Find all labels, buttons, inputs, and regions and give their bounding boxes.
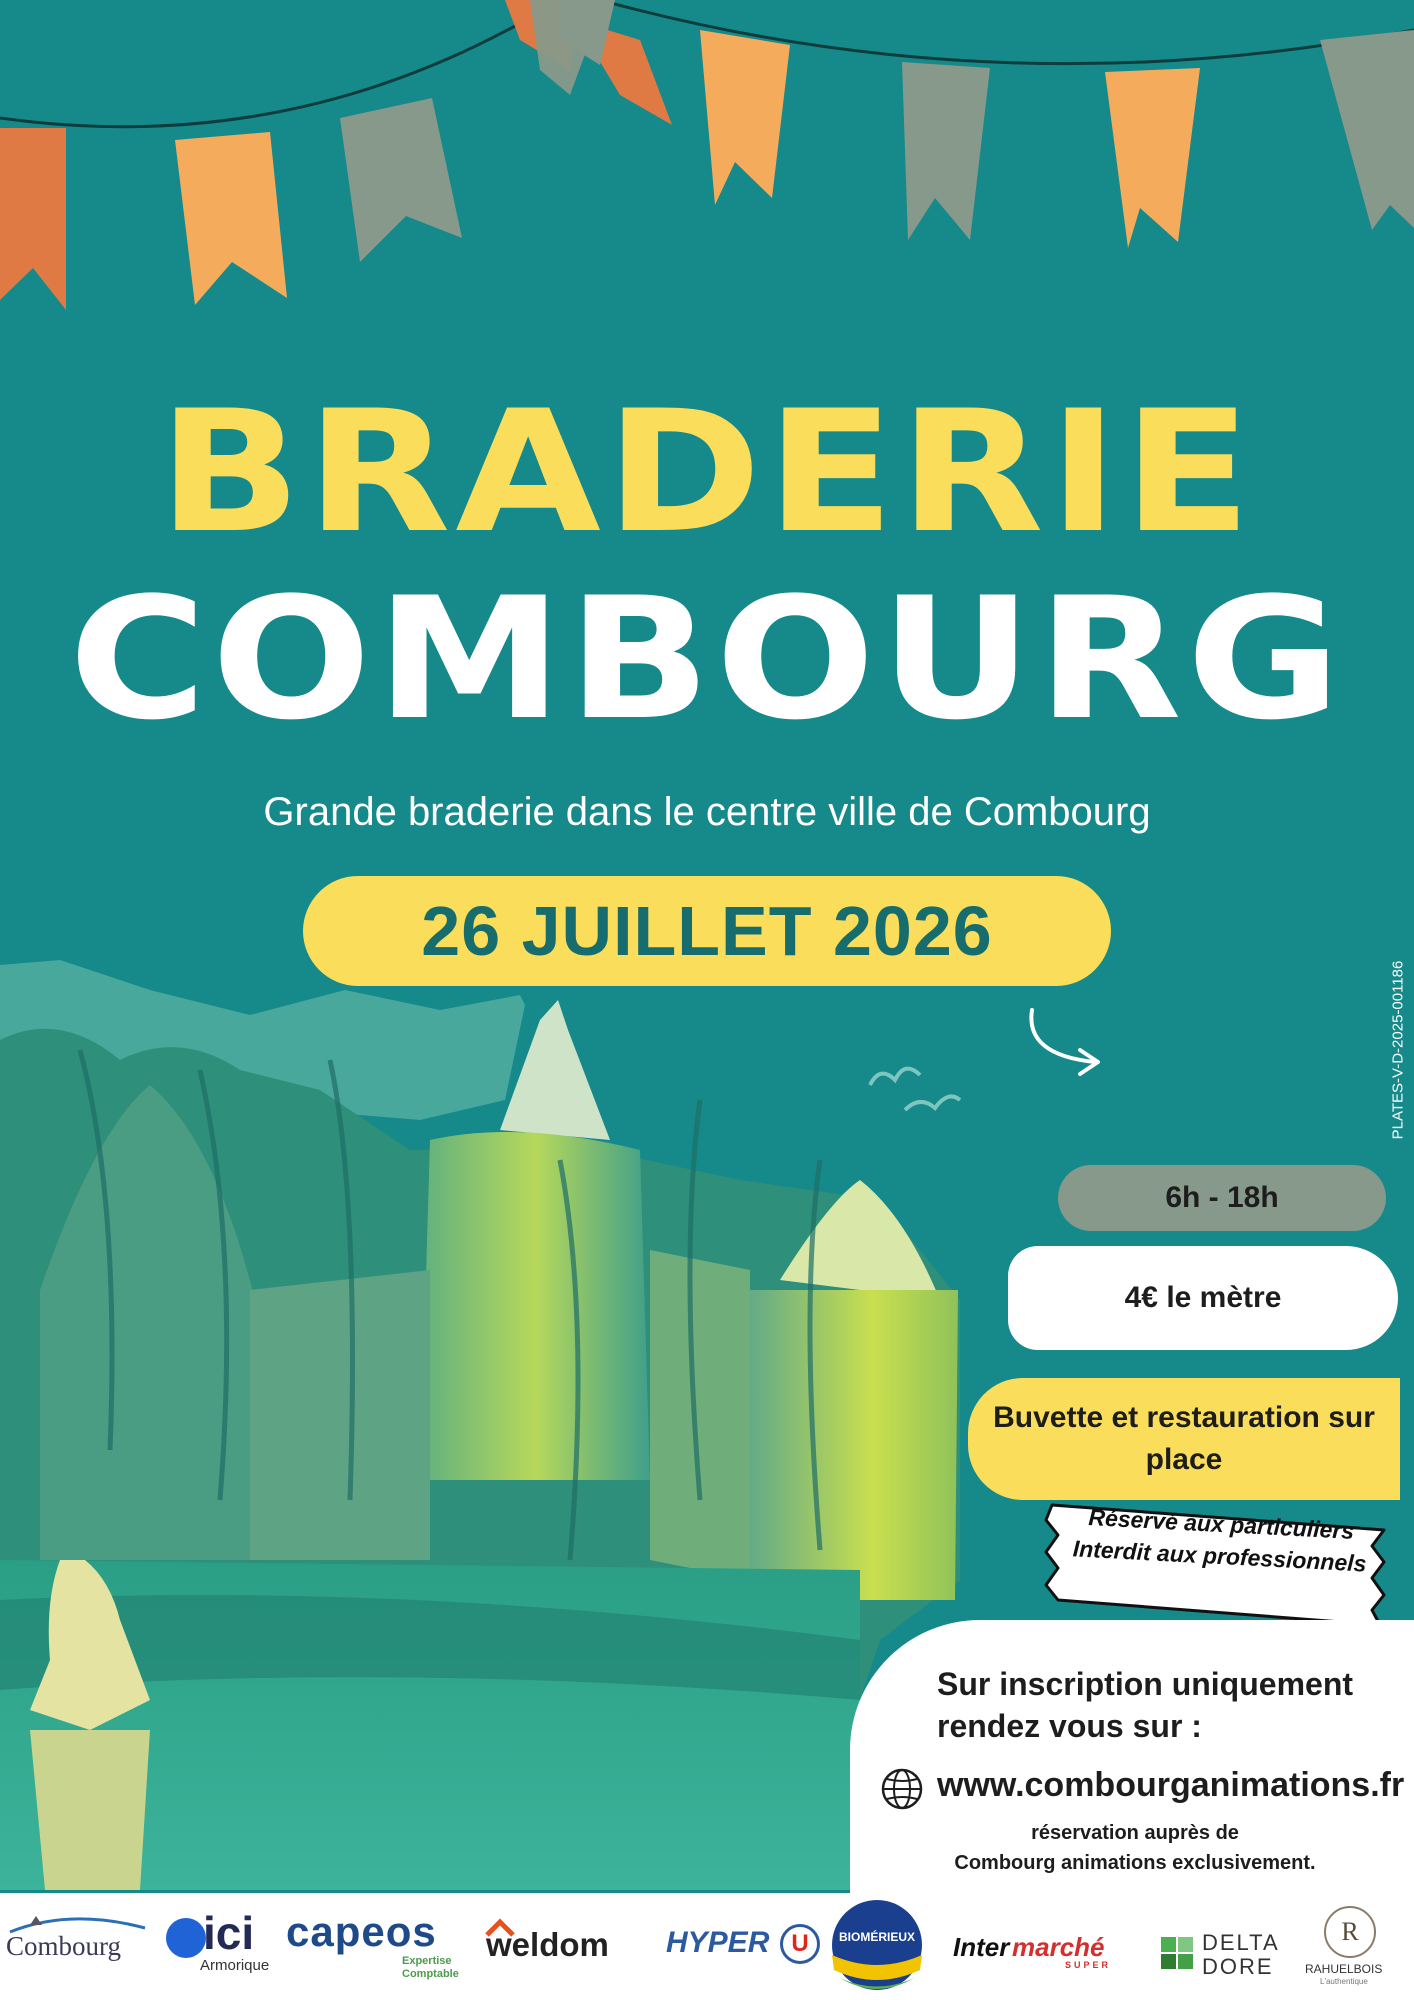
registration-subheading: rendez vous sur : — [937, 1708, 1202, 1744]
buvette-badge: Buvette et restauration sur place — [968, 1378, 1400, 1500]
restriction-line-1: Réservé aux particuliers — [1087, 1504, 1355, 1544]
reference-code: PLATES-V-D-2025-001186 — [1389, 960, 1407, 1140]
hours-badge: 6h - 18h — [1058, 1165, 1386, 1231]
sponsor-intermarche-b: marché — [1012, 1932, 1105, 1962]
event-date: 26 JUILLET 2026 — [421, 892, 993, 970]
sponsor-capeos: capeos — [286, 1908, 437, 1955]
sponsor-rahuel-monogram: R — [1324, 1906, 1376, 1958]
sponsor-capeos-sub-1: Expertise — [402, 1955, 452, 1967]
registration-heading: Sur inscription uniquement — [937, 1666, 1354, 1702]
sponsor-rahuel-sub: L'authentique — [1320, 1977, 1368, 1986]
price-badge: 4€ le mètre — [1008, 1246, 1398, 1350]
sponsor-ici-sub: Armorique — [200, 1957, 270, 1974]
sponsor-ici: ici — [203, 1907, 255, 1959]
title-braderie: BRADERIE — [158, 374, 1256, 570]
sponsor-deltadore-2: DORE — [1202, 1954, 1274, 1979]
registration-note-1: réservation auprès de — [1031, 1822, 1239, 1844]
sponsor-weldom: weldom — [486, 1926, 609, 1963]
sponsor-combourg: Combourg — [6, 1931, 122, 1961]
title-combourg: COMBOURG — [68, 561, 1346, 757]
subtitle: Grande braderie dans le centre ville de Combourg — [263, 790, 1151, 834]
sponsor-rahuel: RAHUELBOIS — [1305, 1962, 1383, 1976]
restriction-line-2: Interdit aux professionnels — [1072, 1535, 1368, 1577]
sponsor-capeos-sub-2: Comptable — [402, 1968, 459, 1980]
sponsor-hyper: HYPER — [666, 1926, 770, 1959]
registration-link[interactable]: www.combourganimations.fr — [937, 1766, 1405, 1804]
sponsor-intermarche-sub: SUPER — [1065, 1960, 1112, 1970]
sponsor-hyper-u: U — [780, 1924, 820, 1964]
sponsor-deltadore-1: DELTA — [1202, 1930, 1280, 1955]
sponsor-biomerieux: BIOMÉRIEUX — [838, 1930, 915, 1944]
sponsor-intermarche-a: Inter — [953, 1932, 1010, 1962]
registration-note-2: Combourg animations exclusivement. — [954, 1852, 1316, 1874]
